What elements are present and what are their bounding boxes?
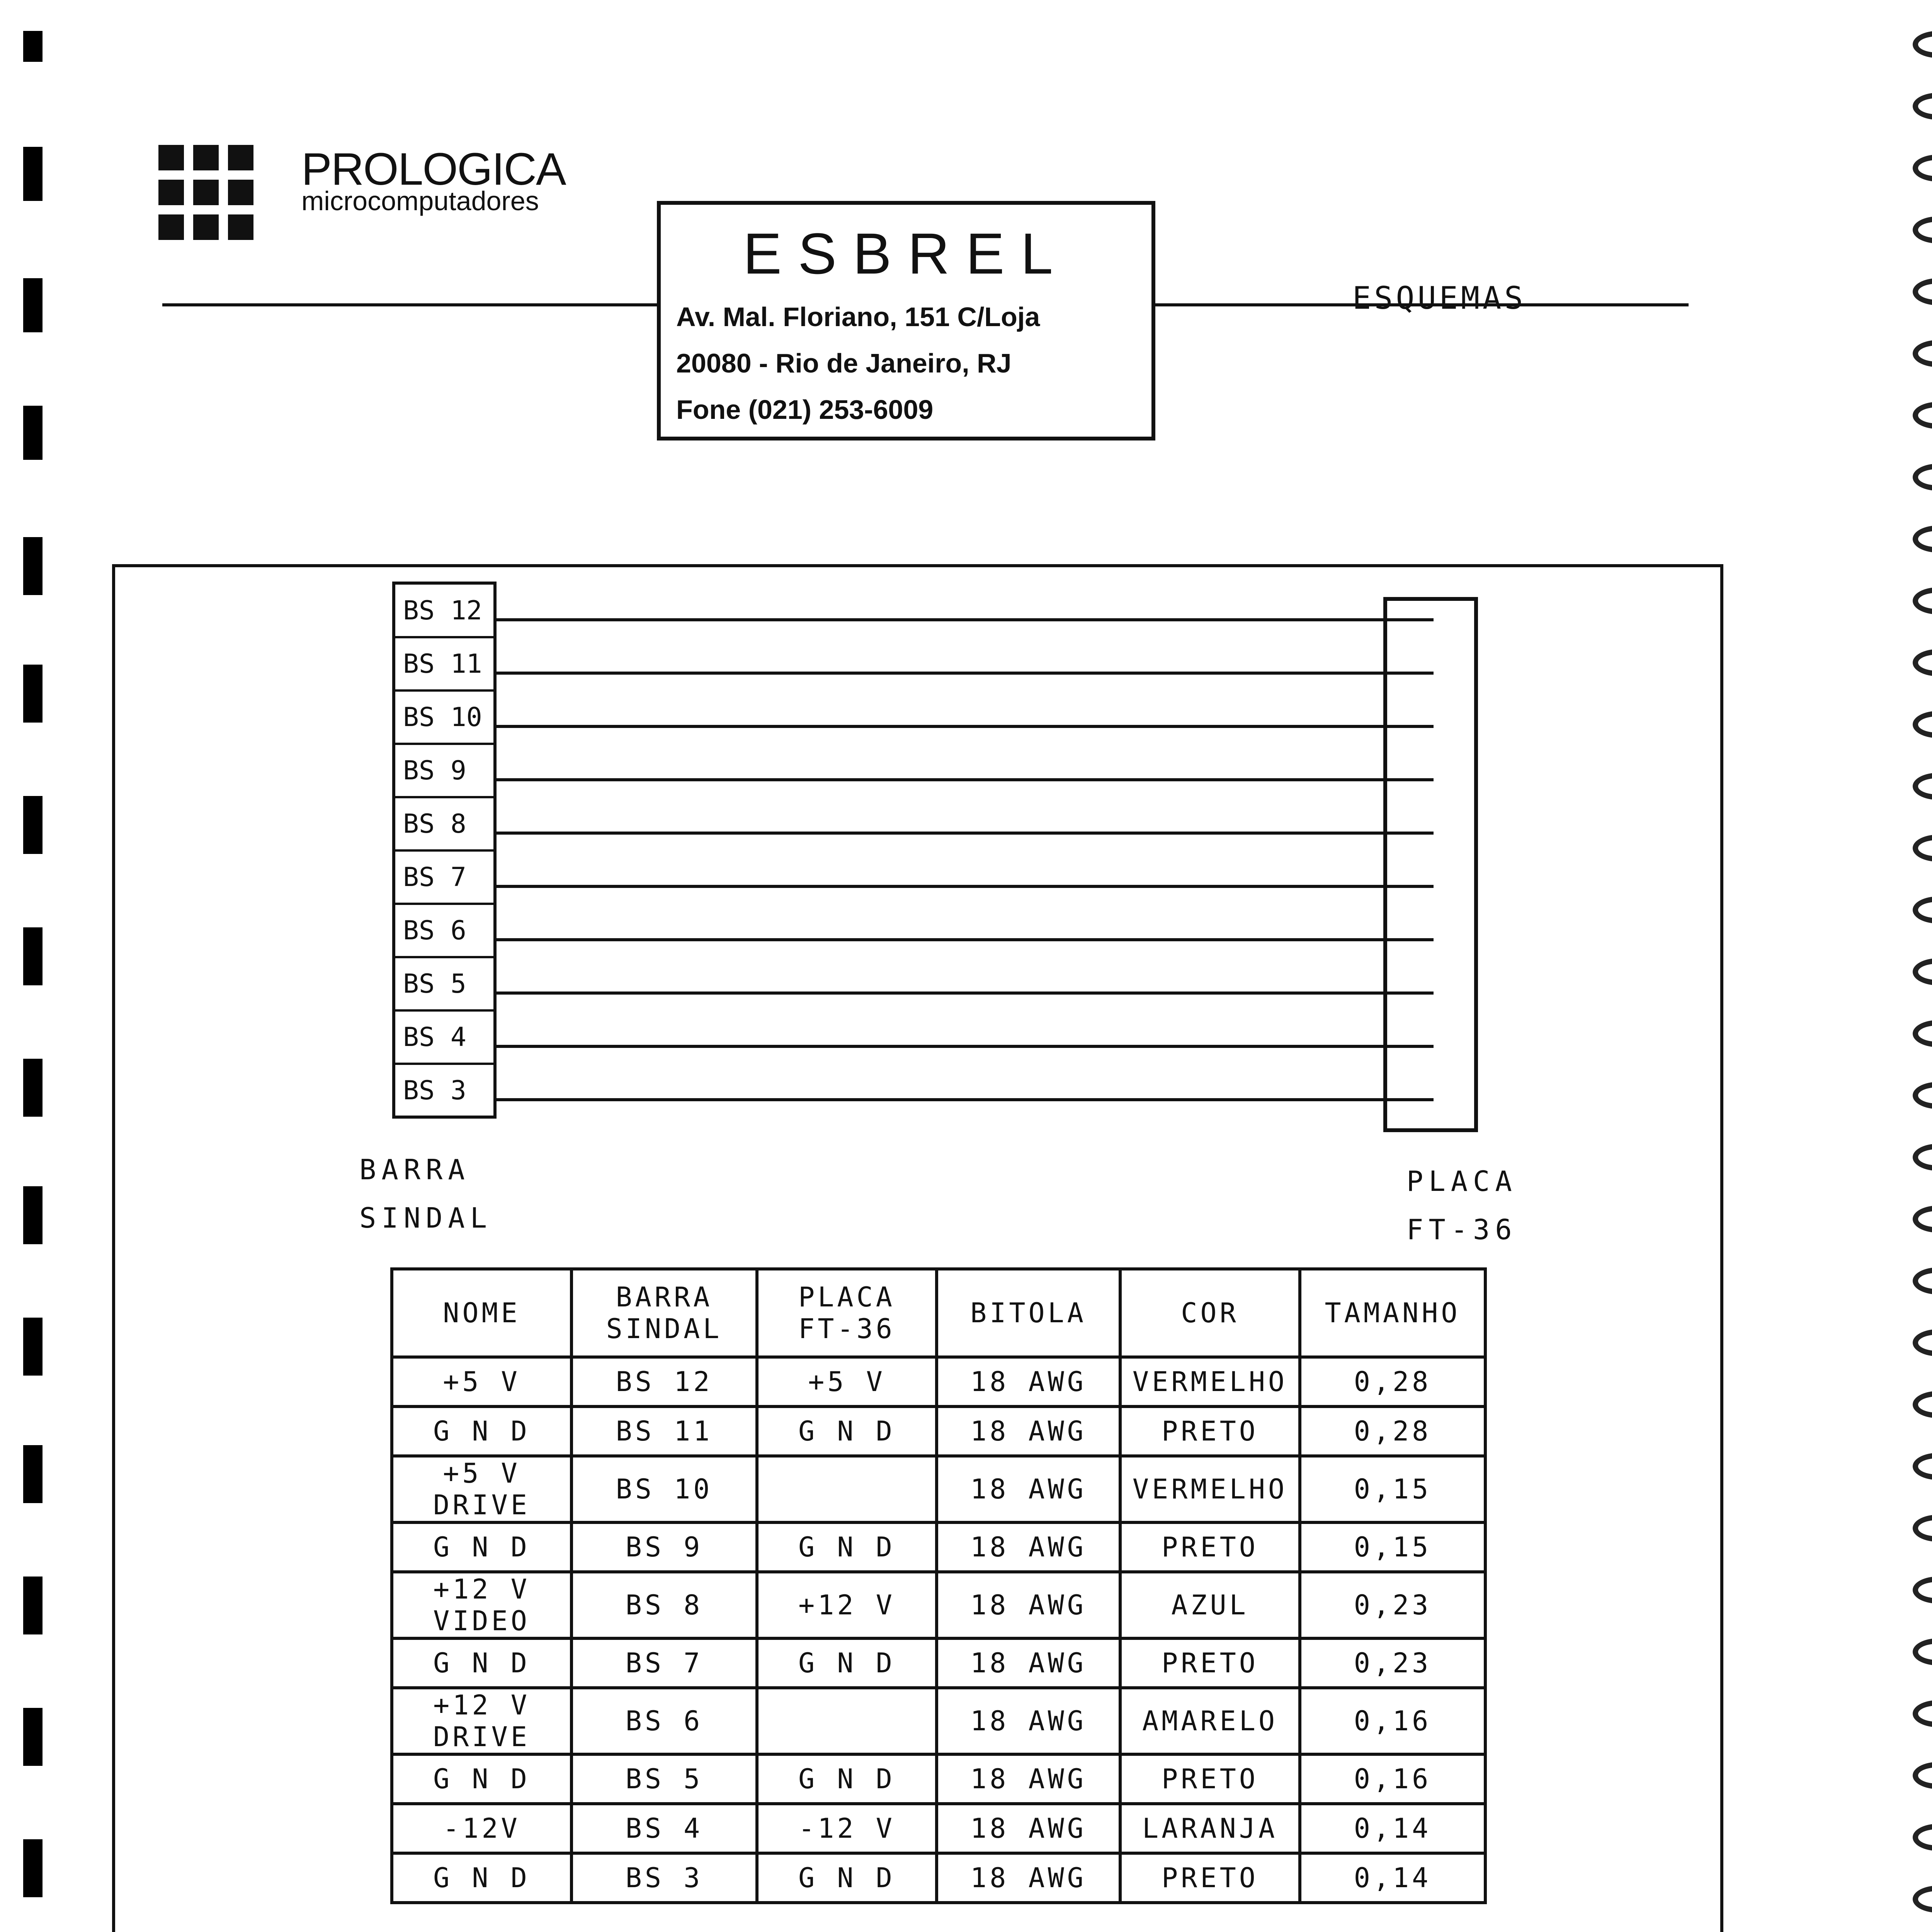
cell-bitola: 18 AWG [937, 1853, 1120, 1903]
stamp-city: 20080 - Rio de Janeiro, RJ [676, 348, 1012, 378]
cell-placa: G N D [757, 1754, 937, 1804]
header-cor: COR [1120, 1269, 1300, 1357]
spiral-coil [1913, 958, 1932, 985]
spiral-coil [1913, 1391, 1932, 1418]
cell-barra: BS 4 [571, 1804, 757, 1853]
cable-wire [497, 618, 1434, 621]
section-title: ESQUEMAS [1352, 280, 1526, 316]
cell-tamanho: 0,28 [1300, 1357, 1485, 1406]
brand-name: PROLOGICA [301, 144, 566, 195]
barra-label: BARRA [359, 1153, 470, 1186]
cell-nome: G N D [392, 1638, 571, 1688]
spiral-coil [1913, 340, 1932, 367]
barra-sindal-terminal-block [392, 582, 497, 1119]
cell-cor: VERMELHO [1120, 1357, 1300, 1406]
placa-ft36-connector [1383, 597, 1478, 1132]
cell-bitola: 18 AWG [937, 1638, 1120, 1688]
stamp-title: ESBREL [743, 221, 1069, 286]
barra-terminal: BS 3 [395, 1065, 493, 1118]
barra-terminal: BS 8 [395, 798, 493, 852]
cell-bitola: 18 AWG [937, 1522, 1120, 1572]
cell-tamanho: 0,15 [1300, 1456, 1485, 1522]
table-row [392, 1522, 1485, 1572]
cell-nome: G N D [392, 1522, 571, 1572]
spiral-coil [1913, 155, 1932, 182]
cell-cor: VERMELHO [1120, 1456, 1300, 1522]
cable-table [390, 1267, 1487, 1904]
barra-terminal: BS 12 [395, 585, 493, 638]
header-tamanho: TAMANHO [1300, 1269, 1485, 1357]
cell-nome: +12 V VIDEO [392, 1572, 571, 1638]
spiral-coil [1913, 1886, 1932, 1913]
cell-barra: BS 6 [571, 1688, 757, 1754]
header-placa-ft36: PLACA FT-36 [757, 1269, 937, 1357]
cable-wire [497, 832, 1434, 835]
brand-subtitle: microcomputadores [301, 186, 539, 216]
cable-wire [497, 725, 1434, 728]
cell-tamanho: 0,15 [1300, 1522, 1485, 1572]
cable-wire [497, 1098, 1434, 1101]
table-row [392, 1456, 1485, 1522]
cell-placa: +12 V [757, 1572, 937, 1638]
spiral-coil [1913, 1206, 1932, 1233]
dealer-stamp [657, 201, 1155, 440]
cell-bitola: 18 AWG [937, 1406, 1120, 1456]
cell-cor: PRETO [1120, 1754, 1300, 1804]
table-row [392, 1804, 1485, 1853]
cell-cor: AZUL [1120, 1572, 1300, 1638]
spiral-coil [1913, 464, 1932, 491]
cell-placa [757, 1688, 937, 1754]
barra-terminal: BS 10 [395, 691, 493, 745]
cell-nome: +5 V DRIVE [392, 1456, 571, 1522]
cell-cor: AMARELO [1120, 1688, 1300, 1754]
cable-wire [497, 778, 1434, 781]
cell-placa [757, 1456, 937, 1522]
cell-bitola: 18 AWG [937, 1572, 1120, 1638]
stamp-address: Av. Mal. Floriano, 151 C/Loja [676, 302, 1040, 332]
cell-cor: PRETO [1120, 1406, 1300, 1456]
header-barra-sindal: BARRA SINDAL [571, 1269, 757, 1357]
spiral-coil [1913, 278, 1932, 305]
cell-cor: PRETO [1120, 1522, 1300, 1572]
cell-barra: BS 11 [571, 1406, 757, 1456]
cell-bitola: 18 AWG [937, 1357, 1120, 1406]
cell-tamanho: 0,28 [1300, 1406, 1485, 1456]
cell-placa: G N D [757, 1638, 937, 1688]
cell-nome: G N D [392, 1853, 571, 1903]
cell-barra: BS 3 [571, 1853, 757, 1903]
cell-placa: G N D [757, 1406, 937, 1456]
cell-barra: BS 8 [571, 1572, 757, 1638]
cell-tamanho: 0,23 [1300, 1638, 1485, 1688]
spiral-coil [1913, 93, 1932, 120]
spiral-coil [1913, 711, 1932, 738]
spiral-coil [1913, 1329, 1932, 1356]
cell-barra: BS 12 [571, 1357, 757, 1406]
header-nome: NOME [392, 1269, 571, 1357]
spiral-coil [1913, 1453, 1932, 1480]
cell-barra: BS 7 [571, 1638, 757, 1688]
spiral-binding [1905, 31, 1932, 1932]
cable-wire [497, 1045, 1434, 1048]
spiral-coil [1913, 216, 1932, 243]
cell-bitola: 18 AWG [937, 1688, 1120, 1754]
cell-placa: +5 V [757, 1357, 937, 1406]
cell-tamanho: 0,16 [1300, 1754, 1485, 1804]
table-header-row [392, 1269, 1485, 1357]
barra-terminal: BS 9 [395, 745, 493, 798]
table-row [392, 1853, 1485, 1903]
cell-barra: BS 5 [571, 1754, 757, 1804]
cell-nome: -12V [392, 1804, 571, 1853]
spiral-coil [1913, 1638, 1932, 1665]
spiral-coil [1913, 1144, 1932, 1171]
cable-wire [497, 885, 1434, 888]
cell-barra: BS 9 [571, 1522, 757, 1572]
barra-terminal: BS 6 [395, 905, 493, 958]
spiral-coil [1913, 1762, 1932, 1789]
table-row [392, 1754, 1485, 1804]
table-row [392, 1638, 1485, 1688]
cable-wire [497, 992, 1434, 995]
spiral-coil [1913, 1700, 1932, 1727]
spiral-coil [1913, 773, 1932, 800]
spiral-coil [1913, 1824, 1932, 1851]
spiral-coil [1913, 1020, 1932, 1047]
cable-wire [497, 672, 1434, 675]
spiral-coil [1913, 526, 1932, 553]
cell-barra: BS 10 [571, 1456, 757, 1522]
table-row [392, 1357, 1485, 1406]
barra-terminal: BS 4 [395, 1011, 493, 1065]
spiral-coil [1913, 1577, 1932, 1604]
binding-edge [0, 0, 77, 1932]
cell-placa: -12 V [757, 1804, 937, 1853]
table-row [392, 1406, 1485, 1456]
spiral-coil [1913, 835, 1932, 862]
spiral-coil [1913, 1267, 1932, 1294]
cell-nome: +5 V [392, 1357, 571, 1406]
placa-label: PLACA [1406, 1165, 1517, 1197]
table-row [392, 1688, 1485, 1754]
cell-bitola: 18 AWG [937, 1456, 1120, 1522]
table-row [392, 1572, 1485, 1638]
cell-tamanho: 0,23 [1300, 1572, 1485, 1638]
spiral-coil [1913, 1515, 1932, 1542]
cell-cor: PRETO [1120, 1638, 1300, 1688]
spiral-coil [1913, 896, 1932, 923]
spiral-coil [1913, 1082, 1932, 1109]
cell-tamanho: 0,16 [1300, 1688, 1485, 1754]
cell-bitola: 18 AWG [937, 1754, 1120, 1804]
stamp-phone: Fone (021) 253-6009 [676, 395, 934, 425]
barra-terminal: BS 5 [395, 958, 493, 1012]
cell-cor: LARANJA [1120, 1804, 1300, 1853]
ft36-label: FT-36 [1406, 1213, 1517, 1246]
spiral-coil [1913, 649, 1932, 676]
cell-placa: G N D [757, 1522, 937, 1572]
cell-tamanho: 0,14 [1300, 1804, 1485, 1853]
cell-cor: PRETO [1120, 1853, 1300, 1903]
header-bitola: BITOLA [937, 1269, 1120, 1357]
cell-nome: +12 V DRIVE [392, 1688, 571, 1754]
spiral-coil [1913, 402, 1932, 429]
cell-nome: G N D [392, 1754, 571, 1804]
spiral-coil [1913, 31, 1932, 58]
barra-terminal: BS 7 [395, 851, 493, 905]
sindal-label: SINDAL [359, 1202, 493, 1234]
cell-tamanho: 0,14 [1300, 1853, 1485, 1903]
barra-terminal: BS 11 [395, 638, 493, 692]
cell-bitola: 18 AWG [937, 1804, 1120, 1853]
cable-wire [497, 938, 1434, 941]
cell-placa: G N D [757, 1853, 937, 1903]
cell-nome: G N D [392, 1406, 571, 1456]
spiral-coil [1913, 587, 1932, 614]
